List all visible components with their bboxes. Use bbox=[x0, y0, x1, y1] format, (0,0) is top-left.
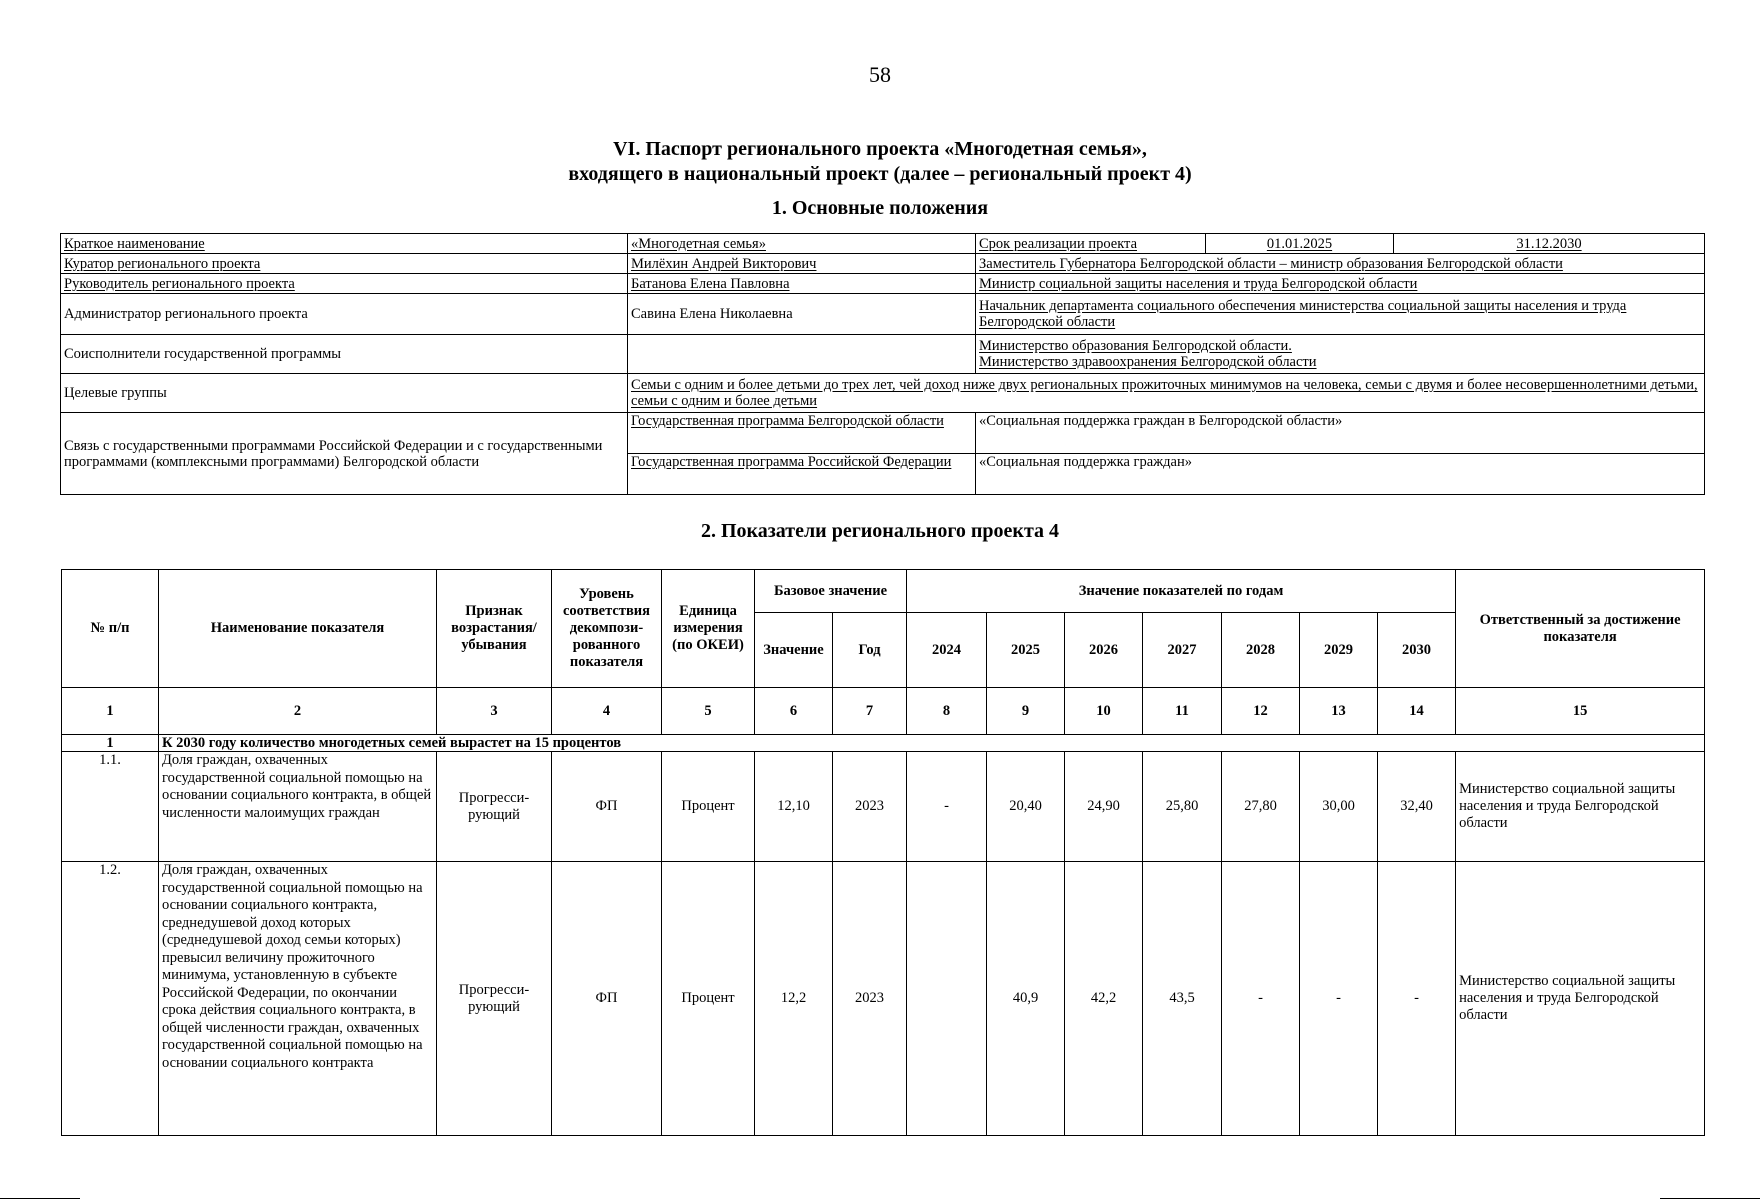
short-name-value: «Многодетная семья» bbox=[628, 234, 976, 254]
column-number: 11 bbox=[1143, 688, 1222, 735]
header-sign: Признак возрастания/ убывания bbox=[437, 570, 552, 688]
row-base-year: 2023 bbox=[833, 752, 907, 862]
column-number: 1 bbox=[62, 688, 159, 735]
table-row bbox=[62, 752, 1705, 862]
row-indicator-name: Доля граждан, охваченных государственной социальной помощью на основании социального контракта, в общей численности малоимущих граждан bbox=[159, 752, 437, 862]
column-number: 13 bbox=[1300, 688, 1378, 735]
row-value-2030: 32,40 bbox=[1378, 752, 1456, 862]
header-responsible: Ответственный за достижение показателя bbox=[1456, 570, 1705, 688]
page-title-line-1: VI. Паспорт регионального проекта «Многодетная семья», bbox=[613, 138, 1147, 160]
page-title bbox=[0, 137, 1760, 187]
row-value-2025: 20,40 bbox=[987, 752, 1065, 862]
term-start: 01.01.2025 bbox=[1206, 234, 1394, 254]
link-label: Связь с государственными программами Российской Федерации и с государственными программами (комплексными программами) Белгородской области bbox=[61, 413, 628, 495]
row-base-value: 12,10 bbox=[755, 752, 833, 862]
link-prog2: Государственная программа Российской Федерации bbox=[628, 454, 976, 495]
table-row bbox=[62, 862, 1705, 1136]
header-year: 2027 bbox=[1143, 613, 1222, 688]
header-base-year: Год bbox=[833, 613, 907, 688]
row-value-2027: 25,80 bbox=[1143, 752, 1222, 862]
row-responsible: Министерство социальной защиты населения и труда Белгородской области bbox=[1456, 862, 1705, 1136]
section-number: 1 bbox=[62, 735, 159, 752]
section-1-title: 1. Основные положения bbox=[771, 197, 989, 219]
header-num: № п/п bbox=[62, 570, 159, 688]
row-base-value: 12,2 bbox=[755, 862, 833, 1136]
term-label: Срок реализации проекта bbox=[976, 234, 1206, 254]
curator-position: Заместитель Губернатора Белгородской области – министр образования Белгородской области bbox=[976, 254, 1705, 274]
row-num: 1.2. bbox=[62, 862, 159, 1136]
row-value-2024 bbox=[907, 862, 987, 1136]
row-value-2030: - bbox=[1378, 862, 1456, 1136]
link-prog1-name: «Социальная поддержка граждан в Белгородской области» bbox=[976, 413, 1705, 454]
row-sign: Прогресси-рующий bbox=[437, 752, 552, 862]
row-sign: Прогресси-рующий bbox=[437, 862, 552, 1136]
header-year: 2025 bbox=[987, 613, 1065, 688]
row-level: ФП bbox=[552, 752, 662, 862]
indicators-table bbox=[61, 569, 1705, 1136]
column-number: 12 bbox=[1222, 688, 1300, 735]
coexec-label: Соисполнители государственной программы bbox=[61, 335, 628, 374]
section-goal: К 2030 году количество многодетных семей вырастет на 15 процентов bbox=[159, 735, 1705, 752]
header-year: 2030 bbox=[1378, 613, 1456, 688]
header-unit: Единица измерения (по ОКЕИ) bbox=[662, 570, 755, 688]
column-number: 14 bbox=[1378, 688, 1456, 735]
column-number: 10 bbox=[1065, 688, 1143, 735]
row-base-year: 2023 bbox=[833, 862, 907, 1136]
term-end: 31.12.2030 bbox=[1394, 234, 1705, 254]
column-number: 8 bbox=[907, 688, 987, 735]
coexec-item-2: Министерство здравоохранения Белгородской области bbox=[979, 354, 1317, 370]
header-name: Наименование показателя bbox=[159, 570, 437, 688]
footer-rule-left bbox=[0, 1198, 80, 1199]
row-value-2024: - bbox=[907, 752, 987, 862]
row-unit: Процент bbox=[662, 752, 755, 862]
row-responsible: Министерство социальной защиты населения и труда Белгородской области bbox=[1456, 752, 1705, 862]
header-year: 2024 bbox=[907, 613, 987, 688]
header-year: 2028 bbox=[1222, 613, 1300, 688]
admin-label: Администратор регионального проекта bbox=[61, 294, 628, 335]
link-prog1: Государственная программа Белгородской области bbox=[628, 413, 976, 454]
section-2-title: 2. Показатели регионального проекта 4 bbox=[700, 520, 1060, 542]
footer-rule-right bbox=[1660, 1198, 1760, 1199]
row-level: ФП bbox=[552, 862, 662, 1136]
row-value-2026: 42,2 bbox=[1065, 862, 1143, 1136]
header-base: Базовое значение bbox=[755, 570, 907, 613]
column-number: 15 bbox=[1456, 688, 1705, 735]
head-position: Министр социальной защиты населения и труда Белгородской области bbox=[976, 274, 1705, 294]
coexec-item-1: Министерство образования Белгородской области. bbox=[979, 338, 1292, 354]
short-name-label: Краткое наименование bbox=[61, 234, 628, 254]
row-value-2029: - bbox=[1300, 862, 1378, 1136]
header-year: 2029 bbox=[1300, 613, 1378, 688]
row-value-2029: 30,00 bbox=[1300, 752, 1378, 862]
page-title-line-2: входящего в национальный проект (далее – региональный проект 4) bbox=[568, 163, 1192, 185]
row-value-2026: 24,90 bbox=[1065, 752, 1143, 862]
header-year: 2026 bbox=[1065, 613, 1143, 688]
row-value-2025: 40,9 bbox=[987, 862, 1065, 1136]
curator-name: Милёхин Андрей Викторович bbox=[628, 254, 976, 274]
header-years-group: Значение показателей по годам bbox=[907, 570, 1456, 613]
coexec-empty bbox=[628, 335, 976, 374]
header-base-value: Значение bbox=[755, 613, 833, 688]
column-number: 5 bbox=[662, 688, 755, 735]
column-number: 4 bbox=[552, 688, 662, 735]
column-number: 9 bbox=[987, 688, 1065, 735]
header-level: Уровень соответствия декомпози-рованного показателя bbox=[552, 570, 662, 688]
row-unit: Процент bbox=[662, 862, 755, 1136]
basics-table bbox=[60, 233, 1705, 495]
row-value-2028: 27,80 bbox=[1222, 752, 1300, 862]
curator-label: Куратор регионального проекта bbox=[61, 254, 628, 274]
column-number: 3 bbox=[437, 688, 552, 735]
coexec-list bbox=[976, 335, 1705, 374]
link-prog2-name: «Социальная поддержка граждан» bbox=[976, 454, 1705, 495]
row-value-2027: 43,5 bbox=[1143, 862, 1222, 1136]
admin-position: Начальник департамента социального обеспечения министерства социальной защиты населения и труда Белгородской области bbox=[976, 294, 1705, 335]
row-value-2028: - bbox=[1222, 862, 1300, 1136]
admin-name: Савина Елена Николаевна bbox=[628, 294, 976, 335]
head-name: Батанова Елена Павловна bbox=[628, 274, 976, 294]
row-num: 1.1. bbox=[62, 752, 159, 862]
row-indicator-name: Доля граждан, охваченных государственной социальной помощью на основании социального контракта, среднедушевой доход которых (среднедушевой доход семьи которых) превысил величину прожиточного минимума, установленную в субъекте Российской Федерации, по окончании срока действия социального контракта, в общей численности граждан, охваченных государственной социальной помощью на основании социального контракта bbox=[159, 862, 437, 1136]
target-value: Семьи с одним и более детьми до трех лет, чей доход ниже двух региональных прожиточных минимумов на человека, семьи с двумя и более несовершеннолетними детьми, семьи с одним и более детьми bbox=[628, 374, 1705, 413]
column-number: 7 bbox=[833, 688, 907, 735]
page-number: 58 bbox=[869, 62, 891, 87]
column-number: 2 bbox=[159, 688, 437, 735]
target-label: Целевые группы bbox=[61, 374, 628, 413]
column-number: 6 bbox=[755, 688, 833, 735]
head-label: Руководитель регионального проекта bbox=[61, 274, 628, 294]
